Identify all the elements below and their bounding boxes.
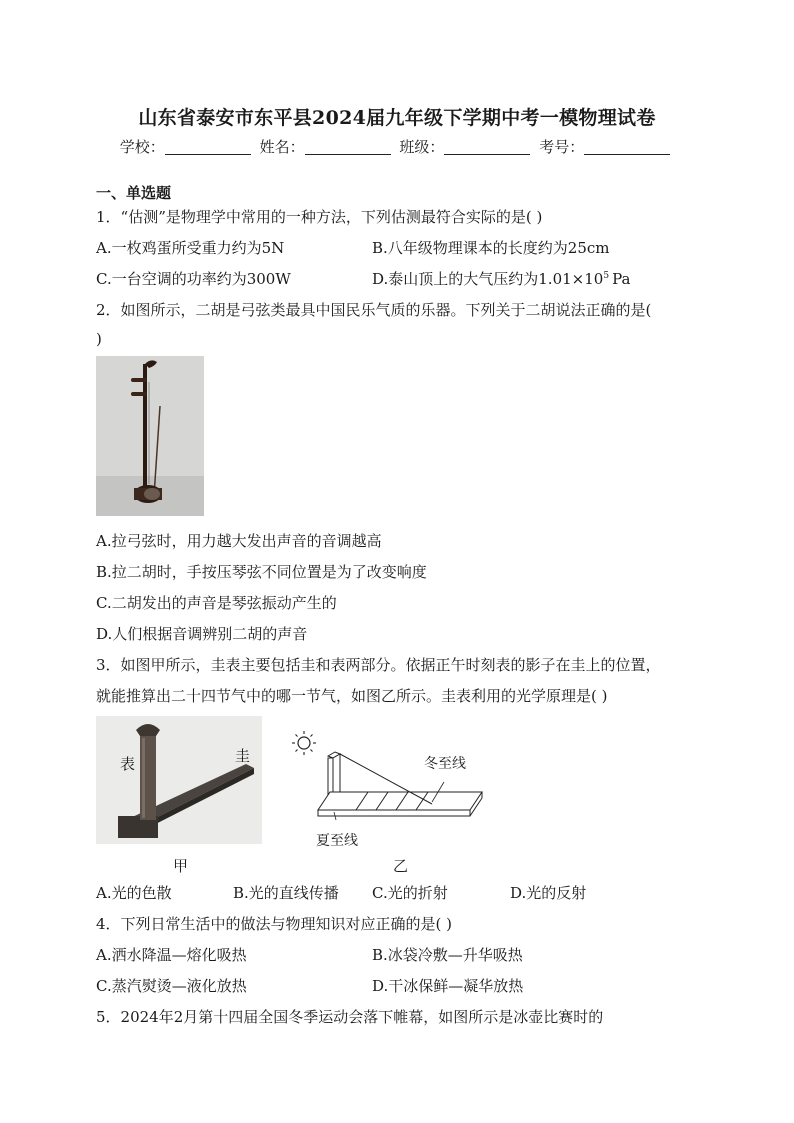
guibiao-illustration [96,716,262,844]
sun-icon [298,737,310,749]
school-blank[interactable] [165,140,251,155]
q2-option-d[interactable]: D.人们根据音调辨别二胡的声音 [96,625,308,643]
q2-option-a[interactable]: A.拉弓弦时，用力越大发出声音的音调越高 [96,532,382,550]
q5-stem: 5．2024年2月第十四届全国冬季运动会落下帷幕，如图所示是冰壶比赛时的 [96,1008,604,1026]
class-blank[interactable] [444,140,530,155]
q2-option-c[interactable]: C.二胡发出的声音是琴弦振动产生的 [96,594,337,612]
erhu-photo [96,356,204,516]
q4-option-a[interactable]: A.洒水降温—熔化吸热 [96,946,247,964]
q1-stem: 1．“估测”是物理学中常用的一种方法，下列估测最符合实际的是( ) [96,208,543,226]
q1-option-d-exponent: 5 [603,271,610,281]
erhu-illustration [96,356,204,516]
caption-yi: 乙 [393,857,409,875]
q1-option-d-unit: Pa [612,270,631,288]
q2-stem-line2: ) [96,330,102,348]
label-summer-solstice-line: 夏至线 [316,833,358,849]
q4-option-b[interactable]: B.冰袋冷敷—升华吸热 [372,946,523,964]
label-winter-solstice-line: 冬至线 [424,756,466,772]
q4-stem: 4．下列日常生活中的做法与物理知识对应正确的是( ) [96,915,453,933]
q3-option-b[interactable]: B.光的直线传播 [233,884,339,902]
school-label: 学校： [119,138,165,156]
label-gui: 圭 [235,747,251,765]
class-label: 班级： [399,138,445,156]
q1-option-d-value: 1.01×10 [538,270,604,288]
exam-number-blank[interactable] [584,140,670,155]
guibiao-photo [96,716,262,844]
section-heading: 一、单选题 [96,184,172,202]
q4-option-d[interactable]: D.干冰保鲜—凝华放热 [372,977,524,995]
q1-option-a[interactable]: A.一枚鸡蛋所受重力约为5N [96,239,285,257]
q1-option-b[interactable]: B.八年级物理课本的长度约为25cm [372,239,610,257]
q1-option-d-text: D.泰山顶上的大气压约为 [372,270,539,288]
q3-option-c[interactable]: C.光的折射 [372,884,448,902]
page-title: 山东省泰安市东平县2024届九年级下学期中考一模物理试卷 [138,107,656,129]
q1-option-c[interactable]: C.一台空调的功率约为300W [96,270,291,288]
name-blank[interactable] [305,140,391,155]
q3-option-d[interactable]: D.光的反射 [510,884,587,902]
q3-stem-line2: 就能推算出二十四节气中的哪一节气，如图乙所示。圭表利用的光学原理是( ) [96,687,608,705]
exam-number-label: 考号： [539,138,585,156]
q2-option-b[interactable]: B.拉二胡时，手按压琴弦不同位置是为了改变响度 [96,563,427,581]
label-biao: 表 [120,755,136,773]
q1-option-d[interactable] [372,268,630,289]
q4-option-c[interactable]: C.蒸汽熨烫—液化放热 [96,977,247,995]
caption-jia: 甲 [173,857,189,875]
q2-stem-line1: 2．如图所示，二胡是弓弦类最具中国民乐气质的乐器。下列关于二胡说法正确的是( [96,301,652,319]
q3-option-a[interactable]: A.光的色散 [96,884,172,902]
guibiao-diagram [290,730,490,820]
student-info-line [0,136,794,157]
name-label: 姓名： [259,138,305,156]
q3-stem-line1: 3．如图甲所示，圭表主要包括圭和表两部分。依据正午时刻表的影子在圭上的位置， [96,656,661,674]
